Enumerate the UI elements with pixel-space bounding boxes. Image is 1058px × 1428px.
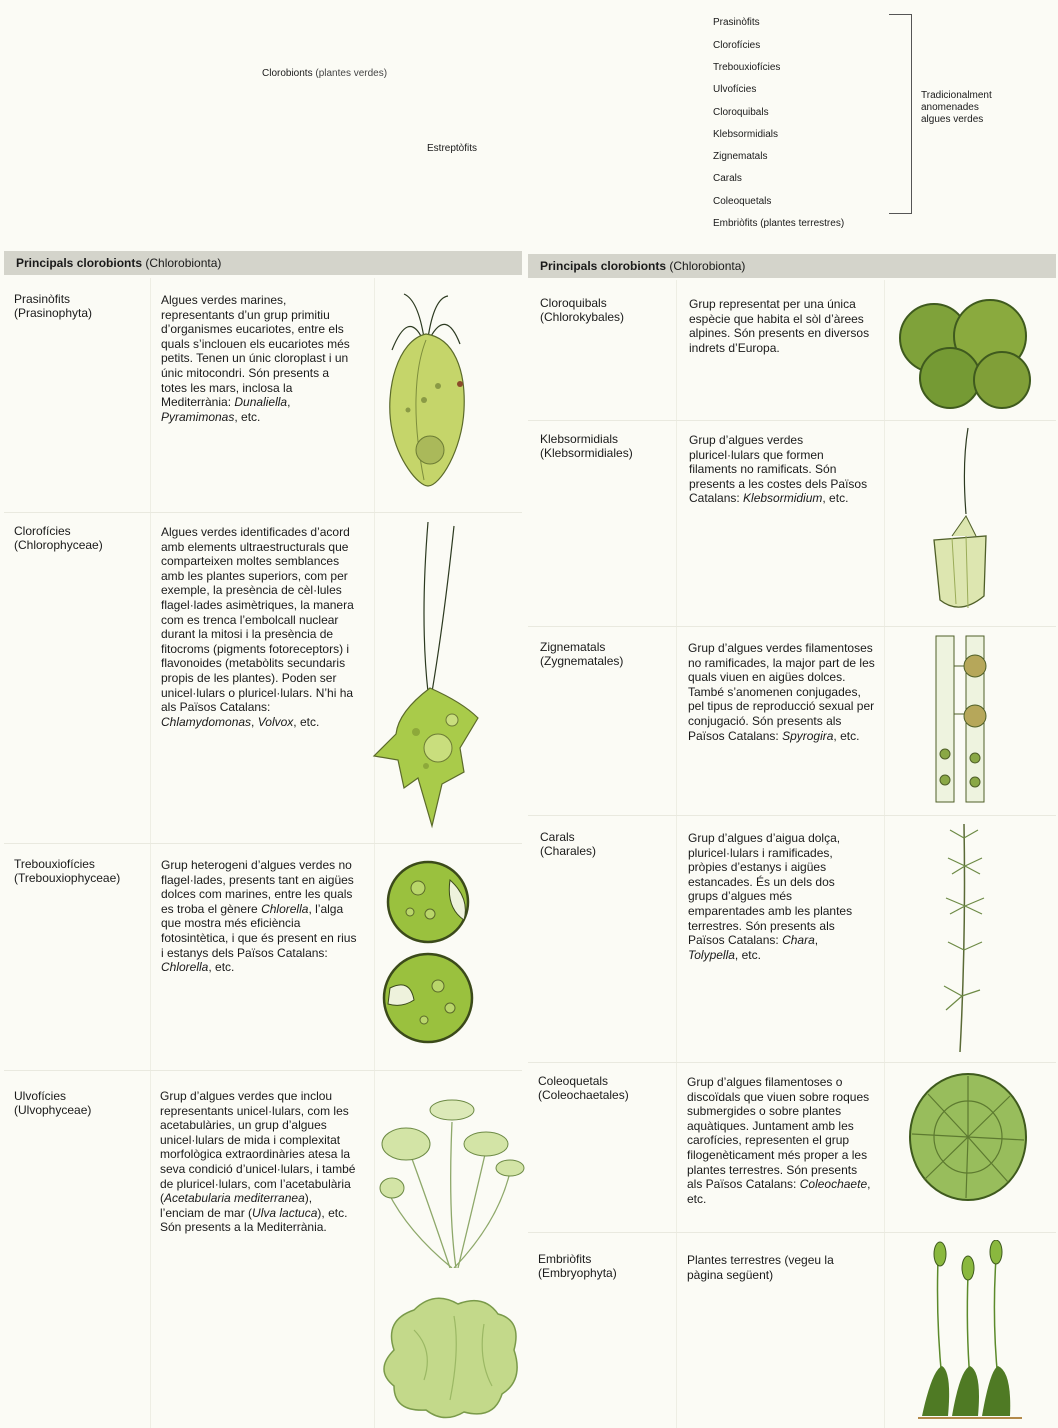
- entry-latin-name: (Chlorokybales): [540, 310, 625, 324]
- traditional-note-line: algues verdes: [921, 114, 984, 125]
- description-text: ), l’enciam de mar (: [160, 1191, 313, 1220]
- row-divider: [528, 420, 1056, 421]
- entry-common-name: Klebsormidials: [540, 432, 619, 446]
- chlorokybus-illustration: [894, 298, 1040, 410]
- row-divider: [528, 1062, 1056, 1063]
- traditional-note-line: anomenades: [921, 102, 979, 113]
- species-name: Coleochaete: [799, 1177, 868, 1192]
- row-divider: [4, 1070, 522, 1071]
- entry-common-name: Trebouxiofícies: [14, 857, 95, 871]
- description-text: Grup d’algues filamentoses o discoïdals que viuen sobre roques submergides o sobre plantes aquàtiques. Juntament amb les carofícies, representen el grup filogenèticament més proper a les plantes terrestres. Són presents als Països Catalans:: [687, 1075, 870, 1192]
- tree-group-7: Zignematals: [713, 151, 768, 162]
- species-name: Ulva lactuca: [252, 1205, 318, 1220]
- row-divider: [4, 843, 522, 844]
- entry-common-name: Prasinòfits: [14, 292, 71, 306]
- entry-latin-name: (Coleochaetales): [538, 1088, 629, 1102]
- entry-desc-clorofícies: [161, 525, 357, 729]
- tree-group-3: Trebouxiofícies: [713, 62, 781, 73]
- species-name: Tolypella: [688, 947, 735, 962]
- row-divider: [4, 512, 522, 513]
- entry-latin-name: (Chlorophyceae): [14, 538, 103, 552]
- description-text: , etc.: [833, 728, 860, 743]
- coleochaete-illustration: [906, 1070, 1030, 1204]
- entry-desc-coleoquetals: [687, 1075, 873, 1206]
- tree-group-1: Prasinòfits: [713, 17, 760, 28]
- description-text: Grup d’algues d’aigua dolça, pluricel·lulars i ramificades, pròpies d’estanys i aigües estancades. És un dels dos grups d’algues més emparentades amb les plantes terrestres. Són presents als Països Catalans:: [688, 831, 853, 948]
- entry-common-name: Clorofícies: [14, 524, 71, 538]
- entry-desc-embriofits: [687, 1253, 873, 1282]
- tree-group-9: Coleoquetals: [713, 196, 772, 207]
- entry-desc-cloroquibals: [689, 297, 879, 355]
- description-text: , etc.: [822, 491, 849, 506]
- entry-common-name: Cloroquibals: [540, 296, 607, 310]
- entry-latin-name: (Zygnematales): [540, 654, 624, 668]
- species-name: Spyrogira: [782, 728, 834, 743]
- species-name: Chlorella: [261, 901, 309, 916]
- entry-name-coleoquetals: [538, 1074, 668, 1102]
- species-name: Dunaliella: [234, 395, 288, 410]
- entry-name-clorofícies: [14, 524, 144, 552]
- description-text: Grup d’algues verdes que inclou representants unicel·lulars, com les acetabulàries, un grup d’algues unicel·lulars de mida i complexitat morfològica extraordinàries atesa la seva condició d’unicel·lulars, i també de pluricel·lulars, com l’acetabulària (: [160, 1089, 356, 1206]
- row-divider: [528, 1232, 1056, 1233]
- description-text: ,: [287, 395, 291, 410]
- traditional-note-line: Tradicionalment: [921, 90, 992, 101]
- tree-group-8: Carals: [713, 173, 742, 184]
- entry-name-ulvofícies: [14, 1089, 144, 1117]
- description-text: Plantes terrestres (vegeu la pàgina següent): [687, 1253, 834, 1282]
- entry-common-name: Embriòfits: [538, 1252, 592, 1266]
- traditional-bracket: [889, 14, 912, 214]
- clorobionts-label: [262, 68, 387, 79]
- description-text: , etc.: [293, 714, 320, 729]
- trebouxiophyceae-illustration: [380, 858, 476, 1058]
- species-name: Volvox: [257, 714, 294, 729]
- entry-common-name: Ulvofícies: [14, 1089, 67, 1103]
- tree-group-6: Klebsormidials: [713, 129, 779, 140]
- row-divider: [528, 626, 1056, 627]
- tree-group-5: Cloroquibals: [713, 107, 769, 118]
- klebsormidium-illustration: [922, 424, 998, 622]
- left-table-header: [4, 251, 522, 275]
- entry-common-name: Coleoquetals: [538, 1074, 609, 1088]
- chlorophyceae-illustration: [370, 520, 488, 835]
- moss-illustration: [912, 1240, 1028, 1426]
- species-name: Acetabularia mediterranea: [164, 1191, 305, 1206]
- traditional-note: [921, 90, 992, 126]
- entry-latin-name: (Embryophyta): [538, 1266, 617, 1280]
- spirogyra-illustration: [930, 632, 1000, 804]
- entry-desc-klebsormidials: [689, 433, 869, 506]
- entry-name-embriofits: [538, 1252, 668, 1280]
- chara-illustration: [932, 820, 992, 1056]
- description-text: ,: [814, 933, 819, 948]
- description-text: , l’alga que mostra més eficiència fotosintètica, i que és present en rius i estanys dels Països Catalans:: [161, 901, 357, 960]
- entry-latin-name: (Klebsormidiales): [540, 446, 633, 460]
- description-text: Algues verdes marines, representants d’un grup primitiu d’organismes eucariotes, entre els quals s’inclouen els eucariotes més petits. Tenen un únic cloroplast i un únic mitocondri. Són presents a totes les mars, inclosa la Mediterrània:: [161, 293, 350, 410]
- row-divider: [528, 815, 1056, 816]
- description-text: Grup heterogeni d’algues verdes no flagel·lades, presents tant en aigües dolces com marines, entre les quals es troba el gènere: [161, 858, 354, 916]
- tree-group-4: Ulvofícies: [713, 84, 757, 95]
- clorobionts-name: Clorobionts: [262, 68, 313, 79]
- entry-name-cloroquibals: [540, 296, 670, 324]
- entry-latin-name: (Ulvophyceae): [14, 1103, 92, 1117]
- tree-group-2: Clorofícies: [713, 40, 761, 51]
- entry-name-prasinofits: [14, 292, 144, 320]
- right-table-header: [528, 254, 1056, 278]
- column-separator: [676, 280, 677, 1428]
- tree-group-10: Embriòfits (plantes terrestres): [713, 218, 845, 229]
- left-header-title: Principals clorobionts: [16, 256, 143, 270]
- right-header-latin: (Chlorobionta): [666, 259, 746, 273]
- entry-name-trebouxiofícies: [14, 857, 144, 885]
- description-text: Grup d’algues verdes pluricel·lulars que formen filaments no ramificats. Són presents a les costes dels Països Catalans:: [689, 433, 868, 506]
- ulva-illustration: [374, 1290, 524, 1424]
- description-text: Algues verdes identificades d’acord amb elements ultraestructurals que comparteixen moltes semblances amb les plantes superiors, com per exemple, la presència de cèl·lules flagel·lades asimètriques, la manera com es trenca l’embolcall nuclear durant la mitosi i la presència de fitocroms (pigments fotoreceptors) i flavonoides (metabòlits secundaris propis de les plantes). Poden ser unicel·lulars o pluricel·lulars. N’hi ha als Països Catalans:: [161, 525, 354, 715]
- entry-common-name: Carals: [540, 830, 575, 844]
- species-name: Chlamydomonas: [161, 714, 252, 729]
- entry-name-klebsormidials: [540, 432, 670, 460]
- description-text: ,: [251, 714, 258, 729]
- estreptofits-label: Estreptòfits: [427, 143, 478, 154]
- description-text: , etc.: [208, 960, 235, 975]
- clorobionts-sub: (plantes verdes): [315, 68, 388, 79]
- entry-latin-name: (Charales): [540, 844, 597, 858]
- description-text: Grup d’algues verdes filamentoses no ramificades, la major part de les quals viuen en aigües dolces. També s’anomenen conjugades, pel tipus de reproducció sexual per conjugació. Són presents als Països Catalans:: [688, 641, 875, 743]
- right-header-title: Principals clorobionts: [540, 259, 667, 273]
- species-name: Chara: [782, 933, 815, 948]
- entry-name-carals: [540, 830, 670, 858]
- entry-latin-name: (Trebouxiophyceae): [14, 871, 121, 885]
- species-name: Pyramimonas: [161, 409, 235, 424]
- column-separator: [374, 278, 375, 1428]
- column-separator: [884, 280, 885, 1428]
- entry-desc-trebouxiofícies: [161, 858, 357, 975]
- acetabularia-illustration: [378, 1092, 528, 1268]
- description-text: Grup representat per una única espècie que habita el sòl d’àrees alpines. Són presents en diversos indrets d’Europa.: [689, 297, 870, 355]
- entry-latin-name: (Prasinophyta): [14, 306, 93, 320]
- species-name: Klebsormidium: [743, 491, 823, 506]
- species-name: Chlorella: [161, 960, 209, 975]
- entry-desc-zignematals: [688, 641, 878, 743]
- prasinophyte-illustration: [378, 290, 474, 490]
- entry-common-name: Zignematals: [540, 640, 606, 654]
- entry-desc-ulvofícies: [160, 1089, 356, 1235]
- entry-desc-carals: [688, 831, 868, 962]
- description-text: ), etc. Són presents a la Mediterrània.: [160, 1205, 348, 1235]
- entry-desc-prasinofits: [161, 293, 357, 424]
- column-separator: [150, 278, 151, 1428]
- description-text: , etc.: [687, 1177, 871, 1206]
- description-text: , etc.: [734, 947, 761, 962]
- left-header-latin: (Chlorobionta): [142, 256, 222, 270]
- entry-name-zignematals: [540, 640, 670, 668]
- description-text: , etc.: [234, 409, 261, 424]
